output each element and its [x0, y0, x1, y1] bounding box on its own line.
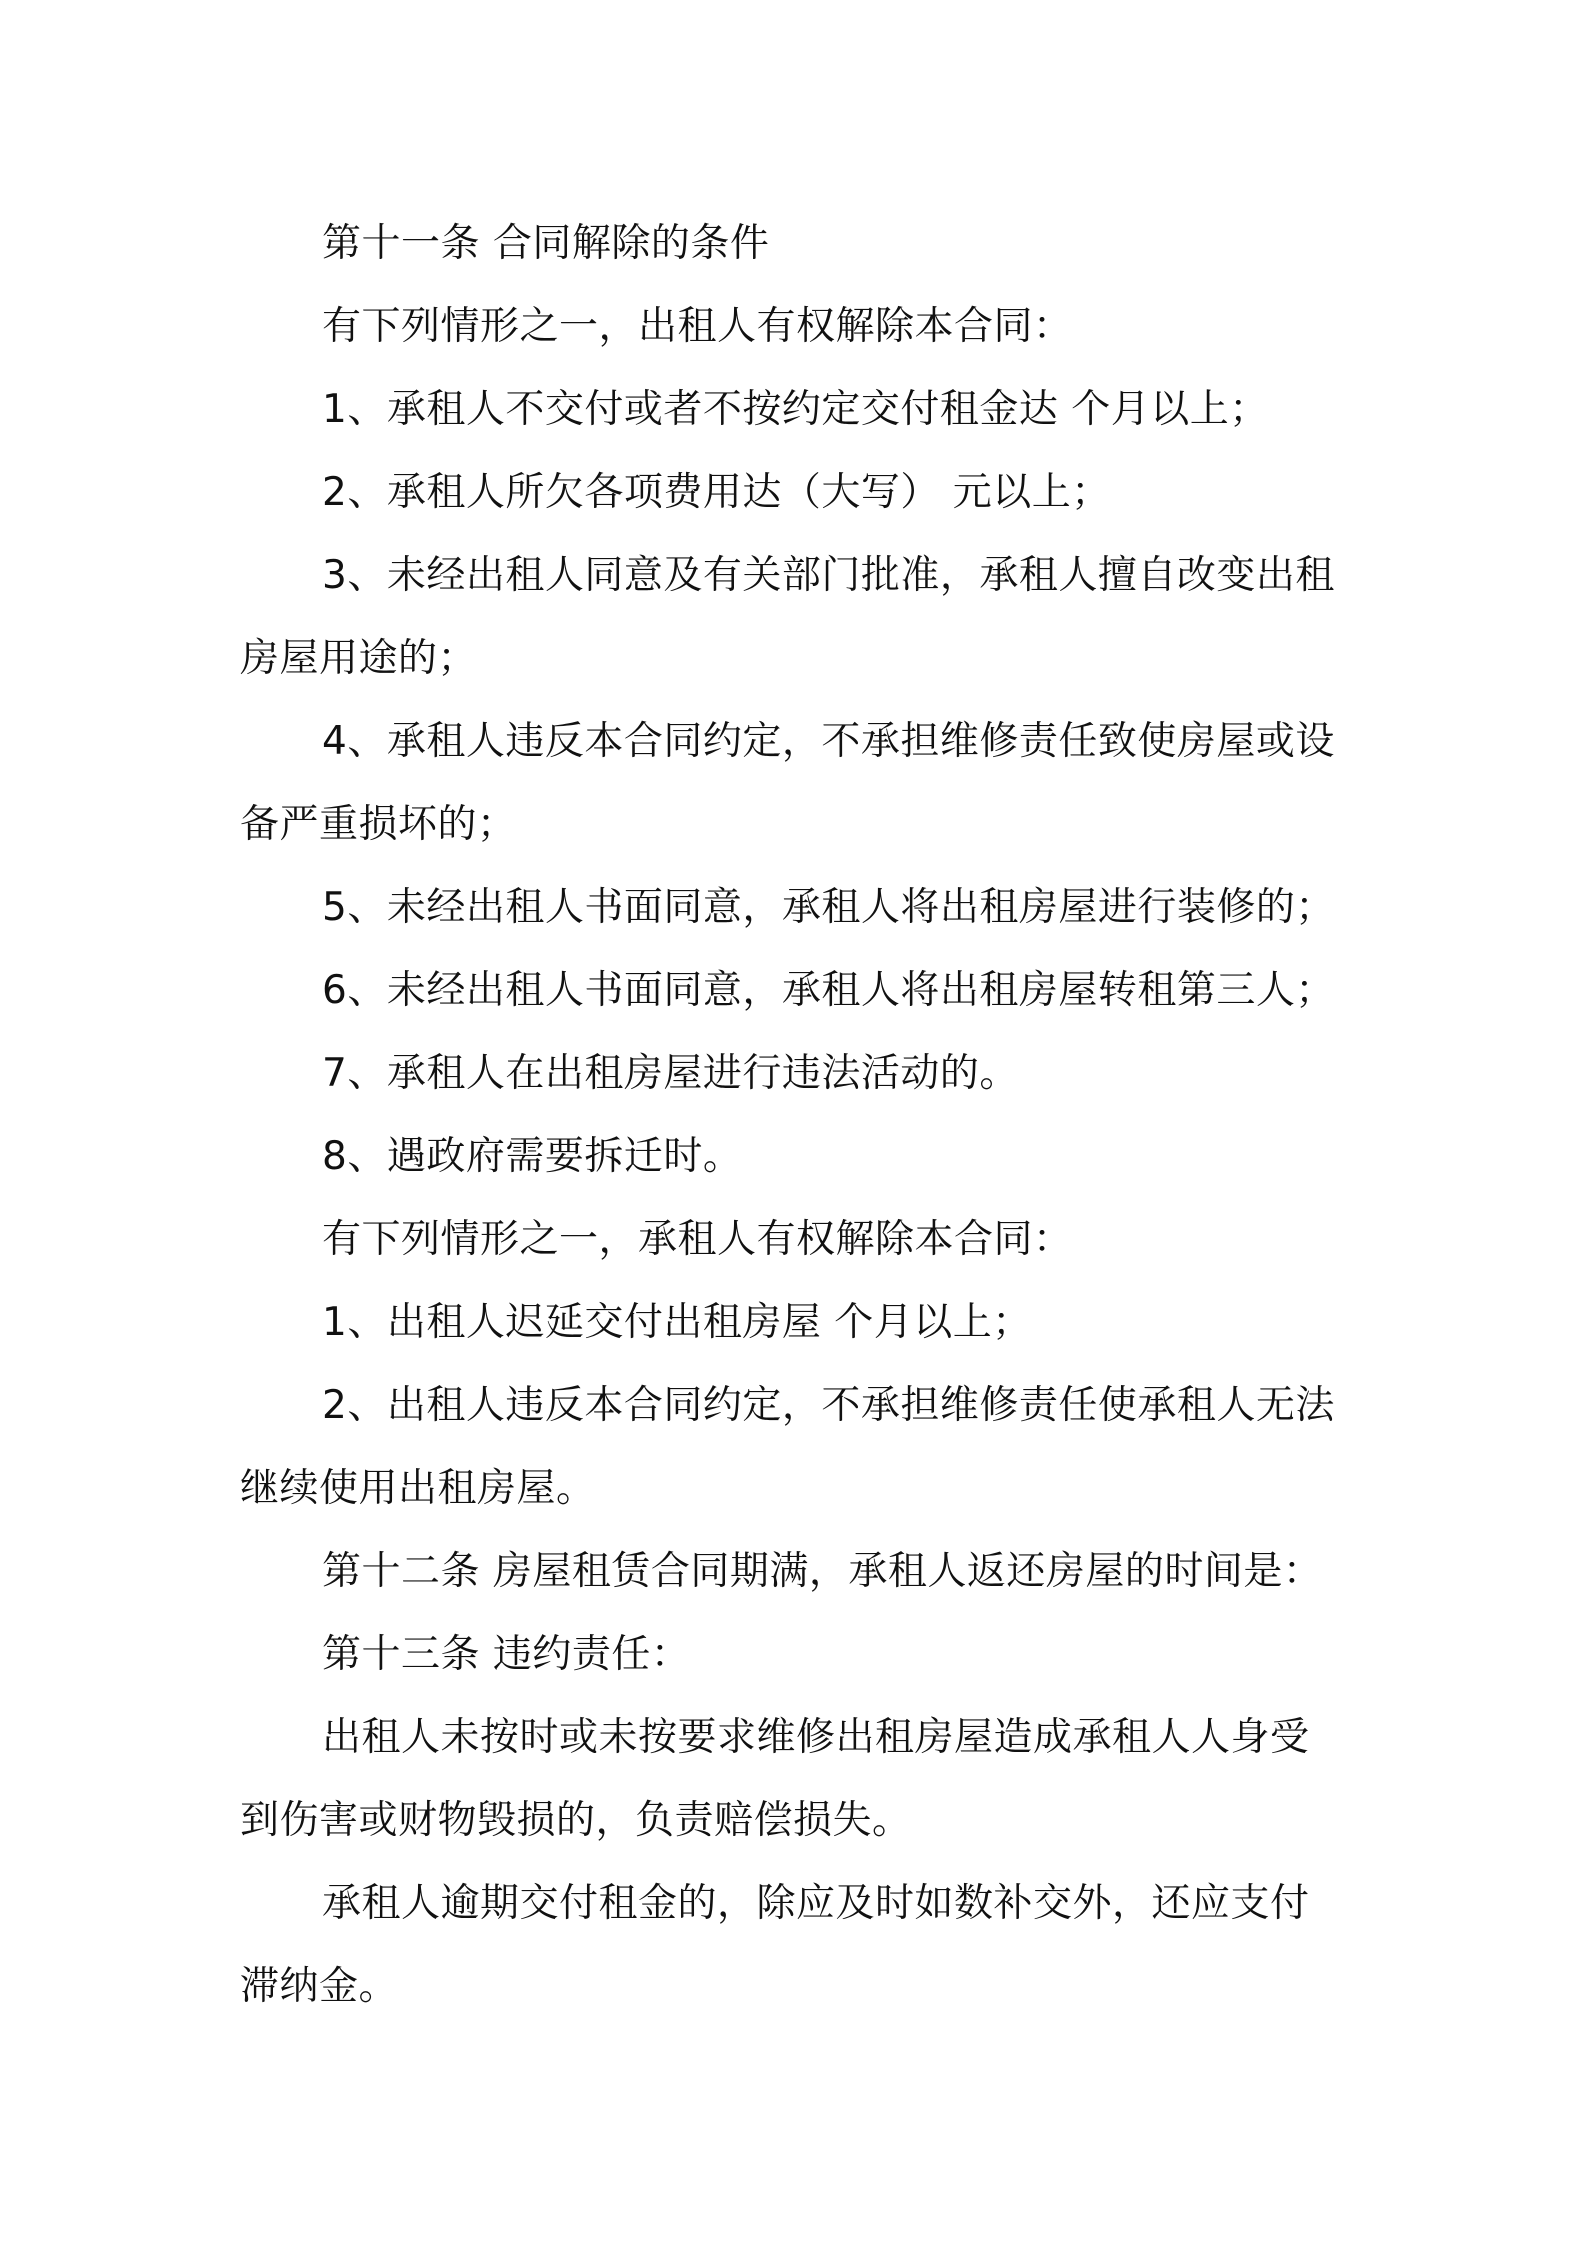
lessee-termination-intro: 有下列情形之一，承租人有权解除本合同：	[322, 1217, 1073, 1262]
contract-text	[240, 202, 1348, 2028]
article-12: 第十二条 房屋租赁合同期满，承租人返还房屋的时间是：	[322, 1549, 1323, 1594]
lessee-condition-2: 2、出租人违反本合同约定，不承担维修责任使承租人无法继续使用出租房屋。	[240, 1383, 1335, 1511]
lessee-liability: 承租人逾期交付租金的，除应及时如数补交外，还应支付滞纳金。	[240, 1881, 1310, 2009]
lessor-condition-3: 3、未经出租人同意及有关部门批准，承租人擅自改变出租房屋用途的；	[240, 553, 1335, 681]
article-13-heading: 第十三条 违约责任：	[322, 1632, 691, 1677]
lessor-termination-intro: 有下列情形之一，出租人有权解除本合同：	[322, 304, 1073, 349]
lessor-condition-7: 7、承租人在出租房屋进行违法活动的。	[322, 1051, 1019, 1096]
lessor-condition-1: 1、承租人不交付或者不按约定交付租金达 个月以上；	[322, 387, 1269, 432]
lessor-condition-2: 2、承租人所欠各项费用达（大写） 元以上；	[322, 470, 1111, 515]
lessor-condition-6: 6、未经出租人书面同意，承租人将出租房屋转租第三人；	[322, 968, 1335, 1013]
lessor-condition-5: 5、未经出租人书面同意，承租人将出租房屋进行装修的；	[322, 885, 1335, 930]
lessor-condition-4: 4、承租人违反本合同约定，不承担维修责任致使房屋或设备严重损坏的；	[240, 719, 1335, 847]
article-11-heading: 第十一条 合同解除的条件	[322, 221, 770, 266]
lessor-condition-8: 8、遇政府需要拆迁时。	[322, 1134, 743, 1179]
lessee-condition-1: 1、出租人迟延交付出租房屋 个月以上；	[322, 1300, 1032, 1345]
lessor-liability: 出租人未按时或未按要求维修出租房屋造成承租人人身受到伤害或财物毁损的，负责赔偿损失。	[240, 1715, 1310, 1843]
